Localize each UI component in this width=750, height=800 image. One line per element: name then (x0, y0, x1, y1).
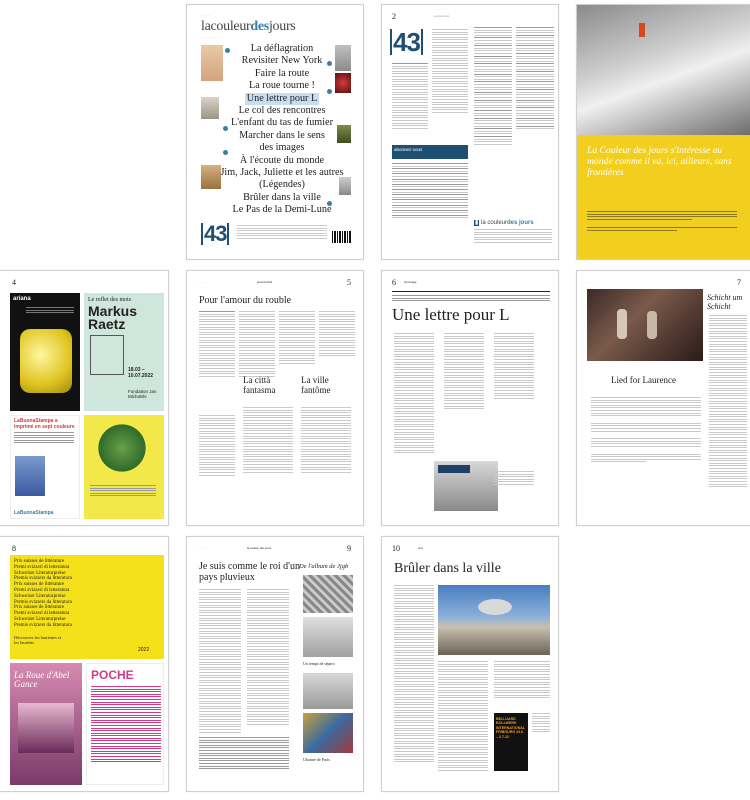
section-header: la couleur des jours (247, 546, 272, 550)
page-number: 8 (12, 544, 16, 553)
yellow-panel-text (587, 211, 737, 221)
article-col-1 (199, 589, 241, 734)
street-photo-2 (303, 617, 353, 657)
performer-figure (617, 309, 627, 339)
poche-ad[interactable] (86, 663, 164, 785)
subtitle-italian: La città fantasma (243, 375, 276, 395)
prix-text-block: Prix suisses de littérature Premi svizzeri di letteratura Schweizer Literaturpreise Premis svizzers da litteratura Prix suisses de littérature Premi svizzeri di letteratura Schweizer Literaturpreise Premis svizzers da litteratura Prix suisses de littérature Premi svizzeri di letteratura Schweizer Literaturpreise Premis svizzers da litteratura (14, 559, 72, 628)
signature-text (494, 471, 534, 487)
toc-item[interactable]: Le Pas de la Demi-Lune (232, 204, 332, 216)
buonastampa-logo: LaBuonaStampa (14, 510, 54, 516)
caption-2: Ukraine de Paris (303, 757, 330, 762)
article-title: Lied for Laurence (611, 375, 676, 385)
imprint (474, 229, 552, 245)
toc-item[interactable]: des images (259, 142, 305, 154)
person-figure (639, 23, 645, 37)
article-col-1 (394, 585, 434, 764)
editorial-column-1 (392, 63, 428, 130)
editorial-column-2 (432, 29, 468, 115)
toc-item[interactable]: La roue tourne ! (249, 80, 315, 92)
crowd-photo (303, 713, 353, 753)
page-7[interactable] (576, 270, 750, 526)
prix-discover: Découvrez les lauréates et les lauréats (14, 635, 62, 645)
roue-photo (18, 703, 74, 753)
article-col-1 (199, 311, 235, 378)
issue-number: 43 (390, 29, 423, 55)
raetz-dates: 18.03 – 10.07.2022 (128, 367, 154, 379)
section-header: journal d'été (257, 280, 273, 284)
section-header: hommage (404, 280, 417, 284)
buonastampa-headline: LaBuonaStampa a imprimé en sept couleurs (14, 418, 75, 430)
cover-top-meta: ·· ·· ···· (201, 13, 211, 17)
running-header-left: ········· (197, 280, 206, 284)
side-title: Schicht um Schicht (707, 293, 743, 311)
contributors-column-2 (516, 27, 554, 131)
french-text (301, 407, 351, 474)
section-header: voix (418, 546, 423, 550)
belluard-poster-text: BELLUARD BOLLWERK INTERNATIONAL FRIBOURG 23.6 – 2.7.22 (496, 717, 526, 739)
issue-number: 43 (201, 223, 229, 245)
toc-item[interactable]: À l'écoute du monde (239, 154, 325, 166)
article-title: Une lettre pour L (392, 305, 510, 324)
page-number: 5 (347, 278, 351, 287)
page-number: 6 (392, 278, 396, 287)
raetz-fondation: Fondation Jan Michalski (128, 389, 157, 399)
sign-in-photo (438, 465, 470, 473)
page-10[interactable] (381, 536, 559, 792)
cover-date-line: ·· ·· ····· ·· ···· (201, 35, 220, 39)
page-9[interactable] (186, 536, 364, 792)
contributors-column-1 (474, 27, 512, 146)
tagline: La Couleur des jours s'intéresse au monde comme il va, ici, ailleurs, sans frontières (587, 145, 732, 178)
yellow-panel-text-2 (587, 227, 737, 232)
toc-item[interactable]: Brûler dans la ville (243, 191, 321, 203)
sign-photo (303, 575, 353, 613)
side-text (709, 315, 747, 489)
letter-col-2 (444, 333, 484, 411)
concert-photo (587, 289, 703, 361)
roue-title: La Roue d'Abel Gance (14, 670, 70, 689)
page-number: 9 (347, 544, 351, 553)
page-number: 2 (392, 12, 396, 21)
botanical-ad[interactable] (84, 415, 164, 519)
page-2[interactable] (381, 4, 559, 260)
article-col-3 (279, 311, 315, 365)
poche-program (91, 686, 161, 764)
toc-item[interactable]: La déflagration (250, 43, 314, 54)
article-title: Pour l'amour du rouble (199, 295, 292, 306)
city-smoke-photo (438, 585, 550, 655)
section-header: journal d'été (434, 14, 450, 18)
article-title: Je suis comme le roi d'un pays pluvieux (199, 561, 300, 583)
toc-item[interactable]: L'enfant du tas de fumier (231, 117, 333, 129)
subscribe-box[interactable]: abonnez-vous (392, 145, 468, 159)
toc-item-highlighted[interactable]: Une lettre pour L (246, 92, 318, 104)
side-title: De l'album de Jjgb (299, 563, 349, 570)
masthead-logo: lacouleurdesjours (201, 19, 296, 34)
street-photo (577, 5, 750, 135)
letter-col-1 (394, 333, 434, 455)
prix-ad[interactable] (10, 555, 164, 659)
article-col-2 (247, 589, 289, 726)
page-4[interactable] (0, 270, 169, 526)
page-number: 4 (12, 278, 16, 287)
article-body (591, 397, 701, 464)
poche-logo: POCHE (91, 668, 134, 682)
photo-3 (303, 673, 353, 709)
raetz-subtitle: Le reflet des mots (88, 297, 132, 303)
article-title: Brûler dans la ville (394, 561, 501, 576)
prix-year: 2022 (138, 647, 150, 653)
page-cover[interactable] (186, 4, 364, 260)
article-col-4 (319, 311, 355, 358)
toc-item[interactable]: Faire la route (254, 67, 310, 79)
book-cover (15, 456, 45, 496)
smoke-plume (478, 599, 512, 615)
toc-item[interactable]: (Légendes) (259, 179, 305, 191)
yellow-glass-object (20, 329, 72, 393)
page-number: 10 (392, 544, 400, 553)
botanical-text (90, 485, 156, 498)
belluard-poster[interactable] (494, 713, 528, 771)
page-6[interactable] (381, 270, 559, 526)
subtitle-french: La ville fantôme (301, 375, 331, 395)
raetz-ad[interactable] (84, 293, 164, 411)
brand-mark: ▮ la couleurdes jours (475, 220, 534, 226)
sketch-figure (90, 335, 124, 375)
plant-illustration (92, 423, 152, 473)
toc-item[interactable]: Le col des rencontres (238, 105, 326, 117)
performer-figure (647, 311, 657, 339)
running-header-left: ········· (587, 280, 596, 284)
roue-ad[interactable] (10, 663, 82, 785)
header-rule (392, 291, 550, 292)
article-col-2 (239, 311, 275, 378)
pull-quote (199, 737, 289, 771)
intro-text (392, 295, 550, 303)
ariana-text (26, 307, 74, 315)
letter-col-3 (494, 333, 534, 400)
page-number: 7 (737, 278, 741, 287)
toc-item[interactable]: Marcher dans le sens (239, 129, 325, 141)
page-8[interactable] (0, 536, 169, 792)
buonastampa-text (14, 432, 74, 445)
page-3[interactable] (576, 4, 750, 260)
page-5[interactable] (186, 270, 364, 526)
raetz-artist: Markus Raetz (88, 303, 138, 332)
barcode (332, 231, 352, 243)
running-header-left: ········· (197, 546, 206, 550)
cover-credits (237, 225, 327, 241)
caption-1: Un temps de séparo (303, 661, 335, 666)
article-col-3 (494, 661, 550, 700)
toc-item[interactable]: Revisiter New York (241, 55, 323, 67)
italian-text (243, 407, 293, 474)
index-list (392, 163, 468, 220)
article-col-1b (199, 415, 235, 477)
ariana-ad[interactable] (10, 293, 80, 411)
toc-item[interactable]: Jim, Jack, Juliette et les autres (220, 167, 344, 179)
buonastampa-ad[interactable] (10, 415, 80, 519)
poster-caption (532, 713, 550, 734)
ariana-logo: ariana (13, 296, 31, 302)
article-col-2 (438, 661, 488, 773)
cover-table-of-contents (207, 43, 357, 217)
